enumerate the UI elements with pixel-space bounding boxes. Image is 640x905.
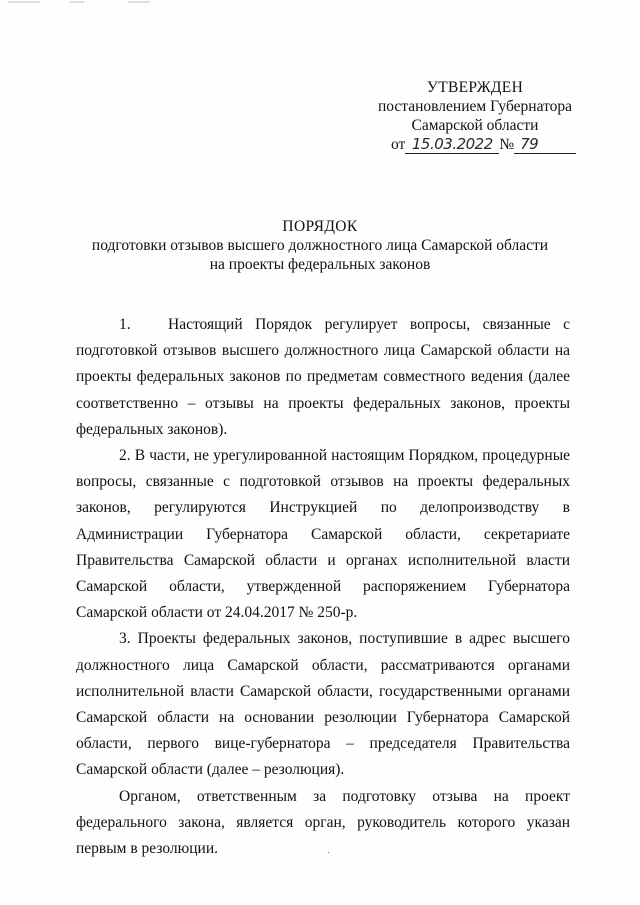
paragraph-4: Органом, ответственным за подготовку отзыва на проект федерального закона, является орган, руководитель которого указан первым в резолюции.	[76, 787, 570, 858]
date-prefix: от	[391, 136, 406, 153]
paragraph-1: 1. Настоящий Порядок регулирует вопросы, связанные с подготовкой отзывов высшего должностного лица Самарской области на проекты федеральных законов по предметам совместного ведения (далее соответственно – отзывы на проекты федеральных законов, проекты федеральных законов).	[76, 316, 570, 438]
number-sign: №	[499, 136, 515, 153]
scan-edge-marks	[0, 0, 200, 6]
approval-title: УТВЕРЖДЕН	[426, 79, 524, 96]
document-title: ПОРЯДОК	[282, 218, 358, 235]
document-body	[76, 312, 570, 862]
handwritten-number: 79	[520, 135, 539, 153]
approval-stamp-block	[370, 78, 580, 154]
paragraph-2: 2. В части, не урегулированной настоящим Порядком, процедурные вопросы, связанные с подготовкой отзывов на проекты федеральных законов, регулируются Инструкцией по делопроизводству в Администрации Губернатора Самарской области, секретариате Правительства Самарской области и органах исполнительной власти Самарской области, утвержденной распоряжением Губернатора Самарской области от 24.04.2017 № 250-р.	[76, 447, 570, 622]
approval-region-line: Самарской области	[411, 117, 539, 134]
handwritten-date: 15.03.2022	[411, 135, 493, 153]
document-subtitle-line-1: подготовки отзывов высшего должностного лица Самарской области	[91, 237, 549, 254]
date-field	[405, 136, 499, 154]
paragraph-3: 3. Проекты федеральных законов, поступившие в адрес высшего должностного лица Самарской области, рассматриваются органами исполнительной власти Самарской области, государственными органами Самарской области на основании резолюции Губернатора Самарской области, первого вице-губернатора – председателя Правительства Самарской области (далее – резолюция).	[76, 630, 570, 779]
approval-date-number-line	[370, 135, 580, 154]
number-field	[514, 136, 576, 154]
scan-speck	[328, 852, 329, 853]
approval-issuer-line: постановлением Губернатора	[377, 98, 573, 115]
document-heading	[70, 217, 570, 274]
document-subtitle-line-2: на проекты федеральных законов	[209, 256, 431, 273]
